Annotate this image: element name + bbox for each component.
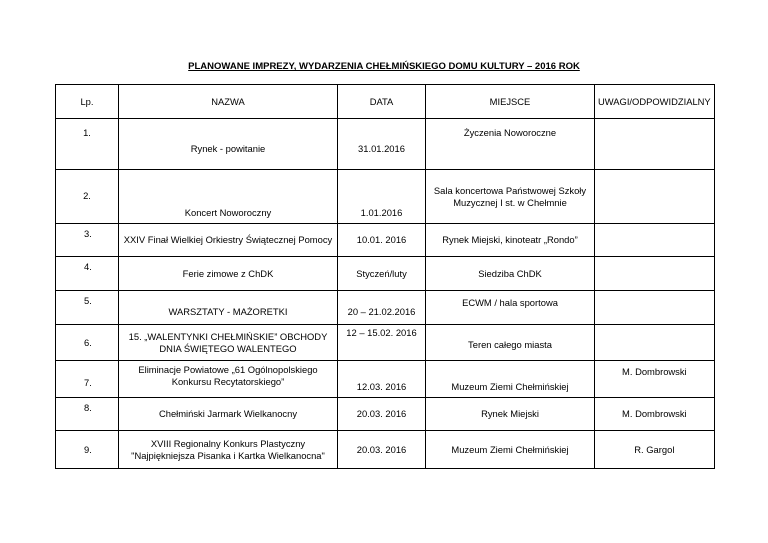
- cell-lp: 2.: [56, 170, 119, 224]
- table-row: [56, 361, 715, 398]
- events-table: [55, 84, 715, 469]
- cell-data: 20.03. 2016: [338, 398, 426, 431]
- cell-miejsce: Siedziba ChDK: [426, 257, 595, 291]
- cell-uwagi: [595, 170, 715, 224]
- cell-lp: 5.: [56, 291, 119, 325]
- cell-data: Styczeń/luty: [338, 257, 426, 291]
- cell-uwagi: [595, 291, 715, 325]
- cell-miejsce: Sala koncertowa Państwowej Szkoły Muzycznej I st. w Chełmnie: [426, 170, 595, 224]
- header-uwagi: UWAGI/ODPOWIDZIALNY: [595, 85, 715, 119]
- table-row: [56, 398, 715, 431]
- cell-data: 12.03. 2016: [338, 361, 426, 398]
- cell-uwagi: R. Gargol: [595, 431, 715, 469]
- header-nazwa: NAZWA: [119, 85, 338, 119]
- cell-nazwa: Ferie zimowe z ChDK: [119, 257, 338, 291]
- cell-miejsce: Teren całego miasta: [426, 325, 595, 361]
- cell-miejsce: Muzeum Ziemi Chełmińskiej: [426, 361, 595, 398]
- cell-data: 1.01.2016: [338, 170, 426, 224]
- table-header-row: [56, 85, 715, 119]
- cell-lp: 3.: [56, 224, 119, 257]
- cell-miejsce: Życzenia Noworoczne: [426, 119, 595, 170]
- cell-lp: 4.: [56, 257, 119, 291]
- table-row: [56, 257, 715, 291]
- cell-nazwa: 15. „WALENTYNKI CHEŁMIŃSKIE” OBCHODY DNIA ŚWIĘTEGO WALENTEGO: [119, 325, 338, 361]
- cell-nazwa: XXIV Finał Wielkiej Orkiestry Świątecznej Pomocy: [119, 224, 338, 257]
- cell-nazwa: Chełmiński Jarmark Wielkanocny: [119, 398, 338, 431]
- table-row: [56, 291, 715, 325]
- header-data: DATA: [338, 85, 426, 119]
- table-row: [56, 431, 715, 469]
- cell-uwagi: [595, 119, 715, 170]
- cell-data: 10.01. 2016: [338, 224, 426, 257]
- table-row: [56, 224, 715, 257]
- cell-uwagi: M. Dombrowski: [595, 361, 715, 398]
- cell-nazwa: WARSZTATY - MAŻORETKI: [119, 291, 338, 325]
- cell-uwagi: [595, 325, 715, 361]
- cell-nazwa: Koncert Noworoczny: [119, 170, 338, 224]
- cell-miejsce: Rynek Miejski, kinoteatr „Rondo”: [426, 224, 595, 257]
- cell-uwagi: [595, 257, 715, 291]
- cell-uwagi: M. Dombrowski: [595, 398, 715, 431]
- cell-miejsce: Muzeum Ziemi Chełmińskiej: [426, 431, 595, 469]
- table-row: [56, 325, 715, 361]
- cell-data: 20.03. 2016: [338, 431, 426, 469]
- table-row: [56, 119, 715, 170]
- cell-data: 12 – 15.02. 2016: [338, 325, 426, 361]
- cell-nazwa: Rynek - powitanie: [119, 119, 338, 170]
- cell-uwagi: [595, 224, 715, 257]
- table-row: [56, 170, 715, 224]
- cell-nazwa: XVIII Regionalny Konkurs Plastyczny "Najpiękniejsza Pisanka i Kartka Wielkanocna": [119, 431, 338, 469]
- header-miejsce: MIEJSCE: [426, 85, 595, 119]
- cell-lp: 1.: [56, 119, 119, 170]
- cell-data: 31.01.2016: [338, 119, 426, 170]
- document-title: PLANOWANE IMPREZY, WYDARZENIA CHEŁMIŃSKIEGO DOMU KULTURY – 2016 ROK: [188, 61, 580, 72]
- cell-lp: 8.: [56, 398, 119, 431]
- cell-data: 20 – 21.02.2016: [338, 291, 426, 325]
- cell-nazwa: Eliminacje Powiatowe „61 Ogólnopolskiego Konkursu Recytatorskiego”: [119, 361, 338, 398]
- cell-lp: 7.: [56, 361, 119, 398]
- cell-miejsce: Rynek Miejski: [426, 398, 595, 431]
- header-lp: Lp.: [56, 85, 119, 119]
- cell-lp: 9.: [56, 431, 119, 469]
- cell-lp: 6.: [56, 325, 119, 361]
- cell-miejsce: ECWM / hala sportowa: [426, 291, 595, 325]
